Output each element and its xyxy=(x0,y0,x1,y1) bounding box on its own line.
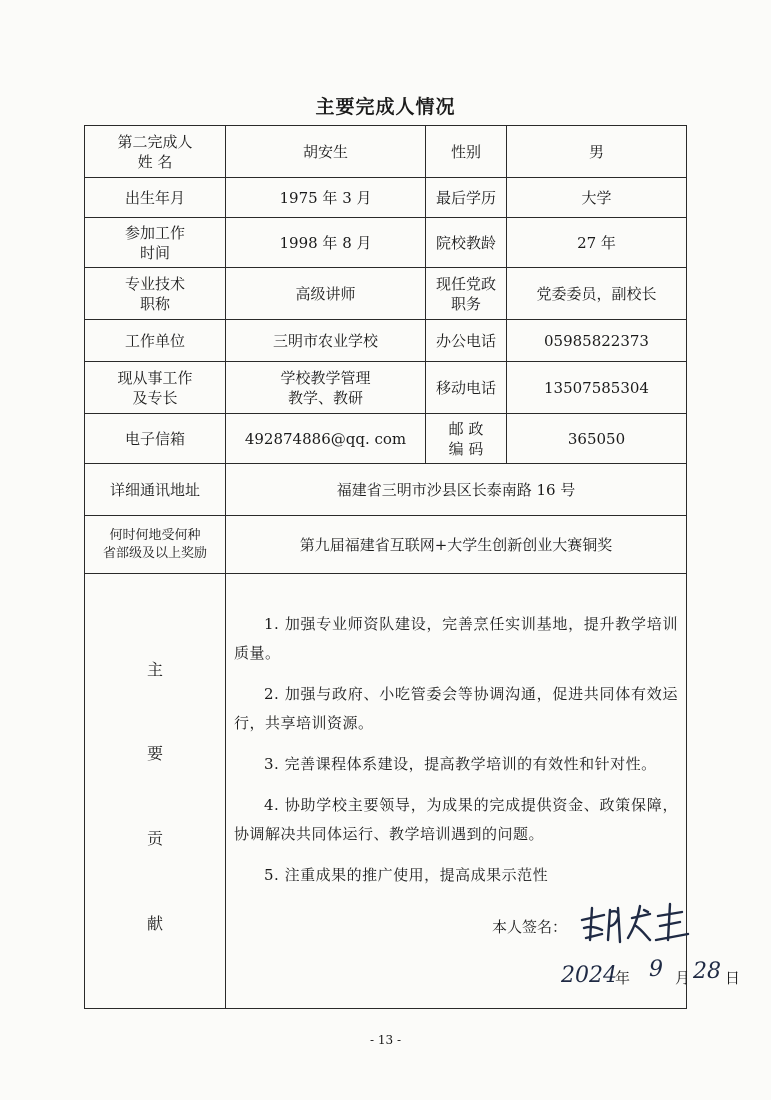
postcode-value: 365050 xyxy=(507,414,687,464)
contribution-row xyxy=(85,574,687,1009)
birth-value: 1975 年 3 月 xyxy=(226,178,426,218)
contribution-item: 3. 完善课程体系建设，提高教学培训的有效性和针对性。 xyxy=(264,755,657,773)
award-label-line1: 何时何地受何种 xyxy=(109,527,201,543)
employer-label: 工作单位 xyxy=(85,320,226,362)
award-label-cell xyxy=(85,516,226,574)
contribution-item: 4. 协助学校主要领导，为成果的完成提供资金、政策保障，协调解决共同体运行、教学培训遇到的问题。 xyxy=(234,796,678,843)
name-label-line2: 姓 名 xyxy=(137,152,173,171)
contribution-label-char: 主 xyxy=(146,660,163,679)
specialty-value-line2: 教学、教研 xyxy=(287,388,363,407)
specialty-label-line1: 现从事工作 xyxy=(117,368,193,387)
postcode-label-line1: 邮 政 xyxy=(448,419,484,438)
email-value: 492874886@qq. com xyxy=(226,414,426,464)
birth-label: 出生年月 xyxy=(85,178,226,218)
mobile-value: 13507585304 xyxy=(507,362,687,414)
table-row xyxy=(85,178,687,218)
name-value: 胡安生 xyxy=(226,126,426,178)
table-row xyxy=(85,414,687,464)
page-number: - 13 - xyxy=(369,1033,401,1047)
specialty-label-line2: 及专长 xyxy=(132,388,178,407)
contribution-item: 2. 加强与政府、小吃管委会等协调沟通，促进共同体有效运行，共享培训资源。 xyxy=(234,685,678,732)
award-value: 第九届福建省互联网+大学生创新创业大赛铜奖 xyxy=(226,516,687,574)
specialty-value-cell xyxy=(226,362,426,414)
postcode-label-line2: 编 码 xyxy=(448,439,484,458)
table-row xyxy=(85,268,687,320)
teaching-years-value: 27 年 xyxy=(507,218,687,268)
signature-image xyxy=(578,900,698,948)
contribution-label-char: 献 xyxy=(146,914,163,933)
contribution-label-char: 贡 xyxy=(146,829,163,848)
award-label-line2: 省部级及以上奖励 xyxy=(102,545,207,561)
info-table xyxy=(84,125,741,1009)
date-day-unit: 日 xyxy=(725,969,741,987)
contribution-label-char: 要 xyxy=(146,744,163,763)
education-label: 最后学历 xyxy=(426,178,507,218)
address-label: 详细通讯地址 xyxy=(85,464,226,516)
table-row xyxy=(85,320,687,362)
post-label-cell xyxy=(426,268,507,320)
page-title: 主要完成人情况 xyxy=(315,96,456,118)
email-label: 电子信箱 xyxy=(85,414,226,464)
office-phone-value: 05985822373 xyxy=(507,320,687,362)
table-row xyxy=(85,516,687,574)
date-month-unit: 月 xyxy=(675,969,691,987)
mobile-label: 移动电话 xyxy=(426,362,507,414)
specialty-value-line1: 学校教学管理 xyxy=(280,368,371,387)
date-year-unit: 年 xyxy=(615,969,631,987)
contribution-item: 5. 注重成果的推广使用，提高成果示范性 xyxy=(264,866,549,884)
date-day: 28 xyxy=(693,959,721,984)
date-month: 9 xyxy=(649,957,663,982)
workstart-label-cell xyxy=(85,218,226,268)
name-label-line1: 第二完成人 xyxy=(117,132,193,151)
date-year: 2024 xyxy=(561,963,617,988)
post-label-line2: 职务 xyxy=(450,294,481,313)
education-value: 大学 xyxy=(507,178,687,218)
gender-value: 男 xyxy=(507,126,687,178)
table-row xyxy=(85,464,687,516)
postcode-label-cell xyxy=(426,414,507,464)
table-row xyxy=(85,126,687,178)
office-phone-label: 办公电话 xyxy=(426,320,507,362)
contribution-label-cell xyxy=(85,574,226,1009)
workstart-label-line1: 参加工作 xyxy=(124,223,185,242)
workstart-label-line2: 时间 xyxy=(139,243,170,262)
table-row xyxy=(85,362,687,414)
workstart-value: 1998 年 8 月 xyxy=(226,218,426,268)
name-label-cell xyxy=(85,126,226,178)
contribution-label xyxy=(87,574,223,994)
title-label-cell xyxy=(85,268,226,320)
table-row xyxy=(85,218,687,268)
employer-value: 三明市农业学校 xyxy=(226,320,426,362)
teaching-years-label: 院校教龄 xyxy=(426,218,507,268)
specialty-label-cell xyxy=(85,362,226,414)
title-label-line2: 职称 xyxy=(139,294,170,313)
gender-label: 性别 xyxy=(426,126,507,178)
post-label-line1: 现任党政 xyxy=(435,274,496,293)
address-value: 福建省三明市沙县区长泰南路 16 号 xyxy=(226,464,687,516)
contribution-body xyxy=(226,574,741,1009)
contribution-item: 1. 加强专业师资队建设，完善烹任实训基地，提升教学培训质量。 xyxy=(234,615,678,662)
signature-label: 本人签名： xyxy=(492,918,568,936)
post-value: 党委委员，副校长 xyxy=(507,268,687,320)
title-label-line1: 专业技术 xyxy=(124,274,185,293)
signature-date xyxy=(561,957,771,996)
title-value: 高级讲师 xyxy=(226,268,426,320)
